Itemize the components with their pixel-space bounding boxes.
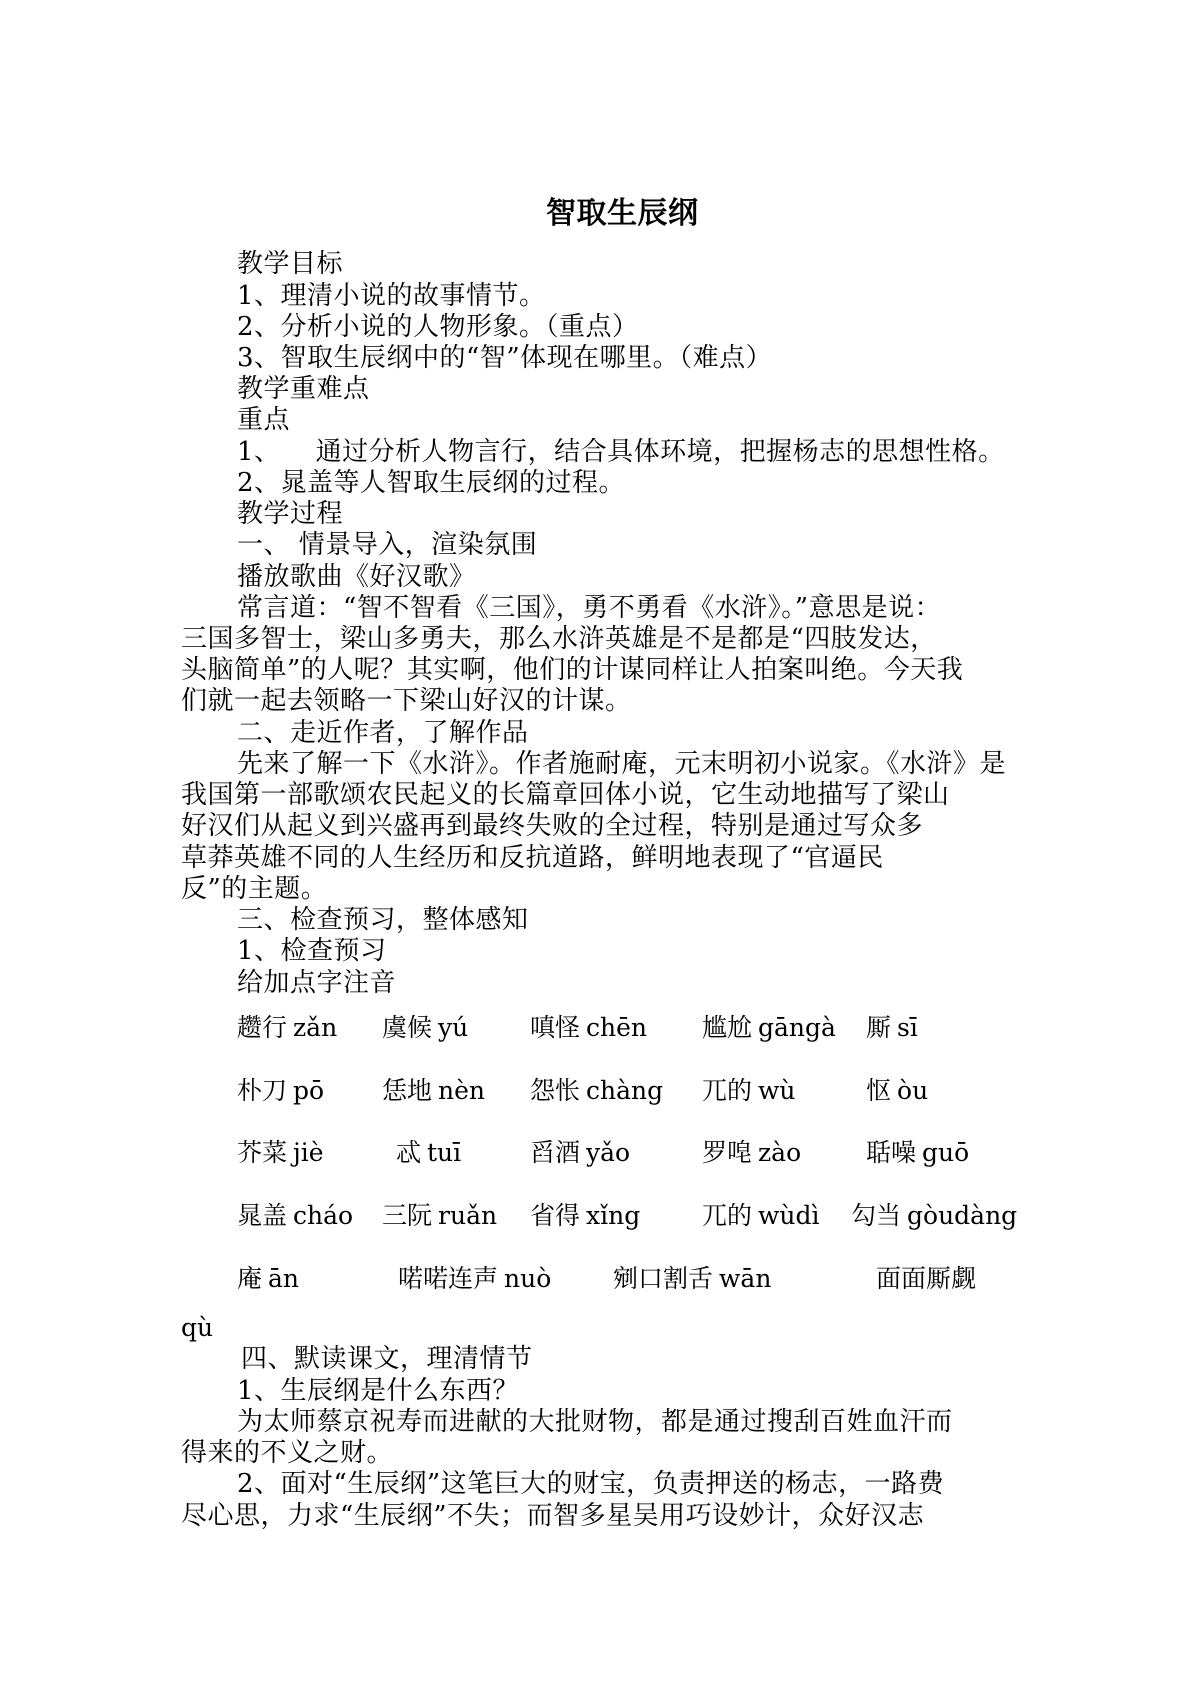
paragraph-line: 2、面对“生辰纲”这笔巨大的财宝，负责押送的杨志，一路费 bbox=[237, 1469, 945, 1499]
pinyin-entry: 舀酒 yǎo bbox=[530, 1138, 631, 1167]
pinyin-entry: 怄 òu bbox=[866, 1076, 929, 1105]
paragraph-line: 尽心思，力求“生辰纲”不失；而智多星吴用巧设妙计，众好汉志 bbox=[181, 1501, 925, 1531]
objective-item: 2、分析小说的人物形象。（重点） bbox=[237, 312, 639, 342]
pinyin-entry: 兀的 wù bbox=[702, 1076, 796, 1105]
pinyin-entry: 省得 xǐng bbox=[530, 1201, 641, 1230]
section-heading: 一、 情景导入，渲染氛围 bbox=[237, 530, 538, 560]
objectives-heading: 教学目标 bbox=[237, 249, 344, 279]
question-line: 1、生辰纲是什么东西？ bbox=[237, 1376, 520, 1406]
paragraph-line: 我国第一部歌颂农民起义的长篇章回体小说，它生动地描写了梁山 bbox=[181, 780, 950, 810]
pinyin-entry: 喏喏连声 nuò bbox=[398, 1264, 552, 1293]
section-heading: 四、默读课文，理清情节 bbox=[241, 1344, 533, 1374]
task-label: 给加点字注音 bbox=[237, 968, 397, 998]
process-heading: 教学过程 bbox=[237, 499, 344, 529]
pinyin-entry: 芥菜 jiè bbox=[237, 1138, 324, 1167]
pinyin-entry: 恁地 nèn bbox=[382, 1076, 486, 1105]
key-point-item: 1、 通过分析人物言行，结合具体环境，把握杨志的思想性格。 bbox=[237, 437, 1005, 467]
section-lead: 播放歌曲《好汉歌》 bbox=[237, 562, 476, 592]
pinyin-entry: 剜口割舌 wān bbox=[613, 1264, 772, 1293]
pinyin-entry: 虞候 yú bbox=[382, 1013, 469, 1042]
paragraph-line: 为太师蔡京祝寿而进献的大批财物，都是通过搜刮百姓血汗而 bbox=[237, 1407, 953, 1437]
paragraph-line: 得来的不义之财。 bbox=[181, 1438, 394, 1468]
paragraph-line: 先来了解一下《水浒》。作者施耐庵，元末明初小说家。《水浒》是 bbox=[237, 749, 1007, 779]
pinyin-entry: 朴刀 pō bbox=[237, 1076, 325, 1105]
subsection-heading: 1、检查预习 bbox=[237, 936, 387, 966]
pinyin-entry: 聒噪 guō bbox=[866, 1138, 970, 1167]
objective-item: 3、智取生辰纲中的“智”体现在哪里。（难点） bbox=[237, 343, 773, 373]
pinyin-entry: 嗔怪 chēn bbox=[530, 1013, 648, 1042]
paragraph-line: 反”的主题。 bbox=[181, 874, 328, 904]
pinyin-entry: 趱行 zǎn bbox=[237, 1013, 338, 1042]
pinyin-entry: 勾当 gòudàng bbox=[851, 1201, 1018, 1230]
pinyin-entry: 兀的 wùdì bbox=[702, 1201, 820, 1230]
pinyin-entry: 罗唣 zào bbox=[702, 1138, 802, 1167]
paragraph-line: 好汉们从起义到兴盛再到最终失败的全过程，特别是通过写众多 bbox=[181, 811, 924, 841]
key-point-item: 2、晁盖等人智取生辰纲的过程。 bbox=[237, 468, 626, 498]
paragraph-line: 们就一起去领略一下梁山好汉的计谋。 bbox=[181, 686, 632, 716]
section-heading: 二、走近作者，了解作品 bbox=[237, 718, 529, 748]
paragraph-line: 三国多智士，梁山多勇夫，那么水浒英雄是不是都是“四肢发达， bbox=[181, 624, 937, 654]
paragraph-line: 头脑简单”的人呢？其实啊，他们的计谋同样让人拍案叫绝。今天我 bbox=[181, 655, 964, 685]
pinyin-entry: 面面厮觑 bbox=[876, 1264, 977, 1293]
pinyin-entry: 厮 sī bbox=[866, 1013, 918, 1042]
pinyin-entry: 三阮 ruǎn bbox=[382, 1201, 498, 1230]
objective-item: 1、理清小说的故事情节。 bbox=[237, 281, 546, 311]
key-points-subheading: 重点 bbox=[237, 405, 291, 435]
pinyin-entry: 怨怅 chàng bbox=[530, 1076, 664, 1105]
pinyin-entry: 忒 tuī bbox=[396, 1138, 462, 1167]
key-points-heading: 教学重难点 bbox=[237, 374, 370, 404]
pinyin-wrap: qù bbox=[181, 1313, 214, 1342]
pinyin-entry: 尴尬 gāngà bbox=[702, 1013, 836, 1042]
page-title: 智取生辰纲 bbox=[546, 196, 699, 231]
paragraph-line: 草莽英雄不同的人生经历和反抗道路，鲜明地表现了“官逼民 bbox=[181, 843, 884, 873]
pinyin-entry: 晁盖 cháo bbox=[237, 1201, 354, 1230]
section-heading: 三、检查预习，整体感知 bbox=[237, 905, 529, 935]
paragraph-line: 常言道：“智不智看《三国》，勇不勇看《水浒》。”意思是说： bbox=[237, 593, 942, 623]
pinyin-entry: 庵 ān bbox=[237, 1264, 300, 1293]
